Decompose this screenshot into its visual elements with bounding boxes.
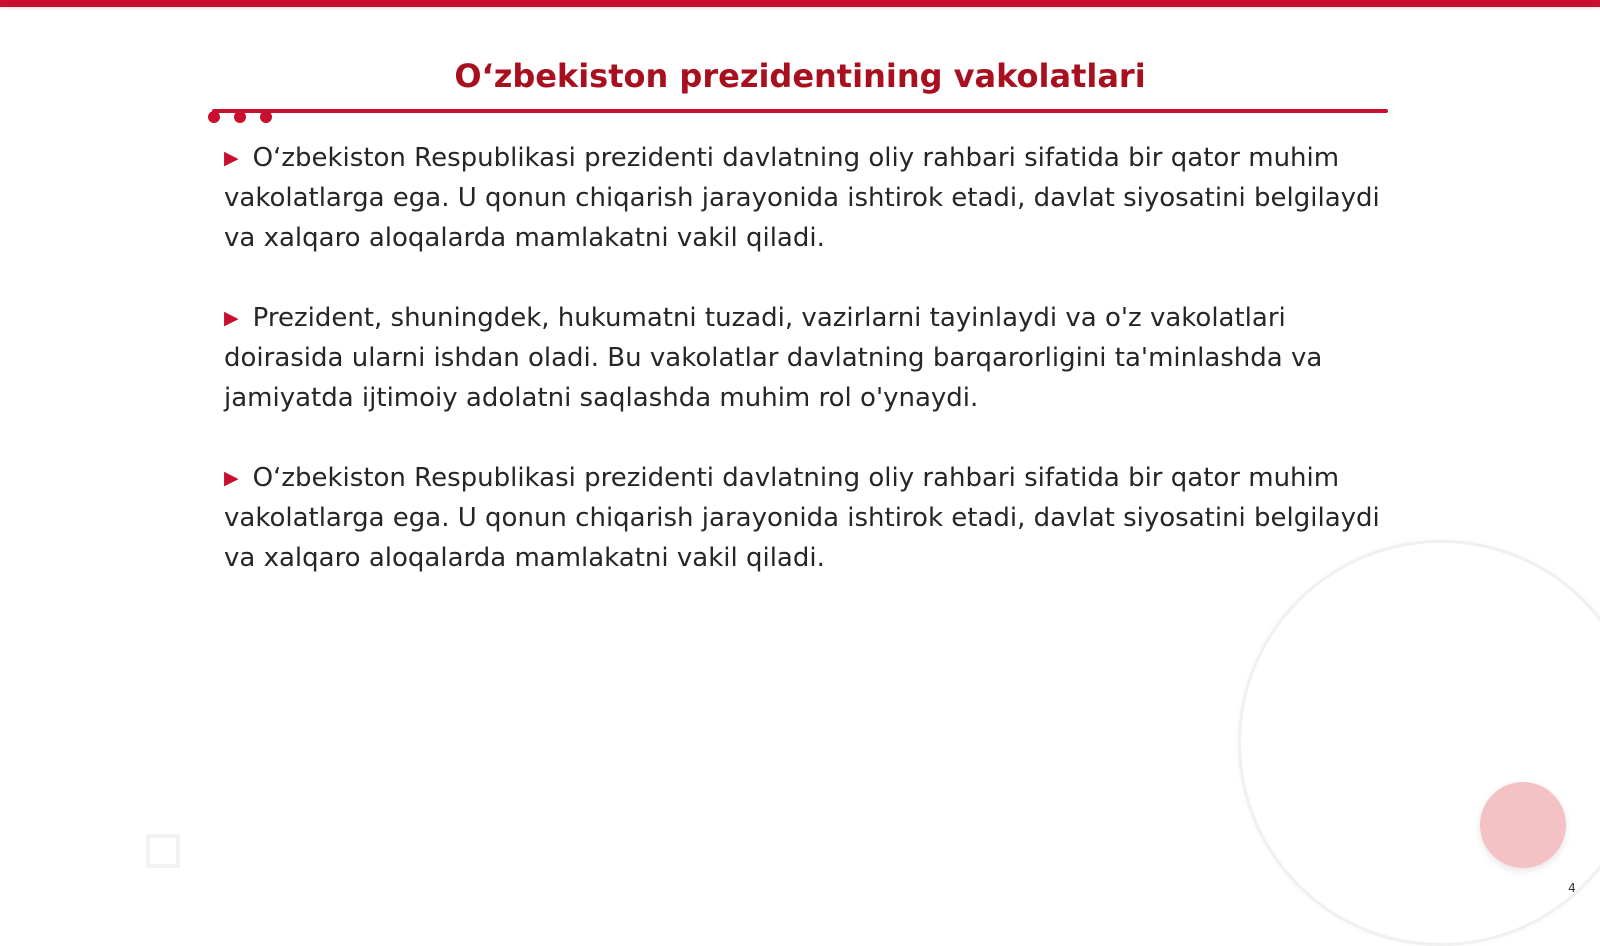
slide-title: O‘zbekiston prezidentining vakolatlari: [454, 57, 1146, 95]
bullet-item: [224, 138, 1384, 258]
play-arrow-icon: ▶: [224, 467, 239, 489]
bullet-list: [224, 138, 1384, 618]
bullet-item: [224, 298, 1384, 418]
bullet-item: [224, 458, 1384, 578]
decor-dot: [260, 111, 272, 123]
bullet-text: O‘zbekiston Respublikasi prezidenti davlatning oliy rahbari sifatida bir qator muhim vakolatlarga ega. U qonun chiqarish jarayonida ishtirok etadi, davlat siyosatini belgilaydi va xalqaro aloqalarda mamlakatni vakil qiladi.: [224, 143, 1380, 253]
play-arrow-icon: ▶: [224, 307, 239, 329]
bullet-text: Prezident, shuningdek, hukumatni tuzadi, vazirlarni tayinlaydi va o'z vakolatlari doirasida ularni ishdan oladi. Bu vakolatlar davlatning barqarorligini ta'minlashda va jamiyatda ijtimoiy adolatni saqlashda muhim rol o'ynaydi.: [224, 303, 1323, 413]
decorative-circle: [1480, 782, 1566, 868]
play-arrow-icon: ▶: [224, 147, 239, 169]
decor-dot: [234, 111, 246, 123]
title-underline: [212, 109, 1388, 113]
bullet-text: O‘zbekiston Respublikasi prezidenti davlatning oliy rahbari sifatida bir qator muhim vakolatlarga ega. U qonun chiqarish jarayonida ishtirok etadi, davlat siyosatini belgilaydi va xalqaro aloqalarda mamlakatni vakil qiladi.: [224, 463, 1380, 573]
page-number: 4: [1568, 881, 1576, 895]
decor-dot: [208, 111, 220, 123]
decorative-square: [146, 834, 180, 868]
top-accent-bar: [0, 0, 1600, 7]
